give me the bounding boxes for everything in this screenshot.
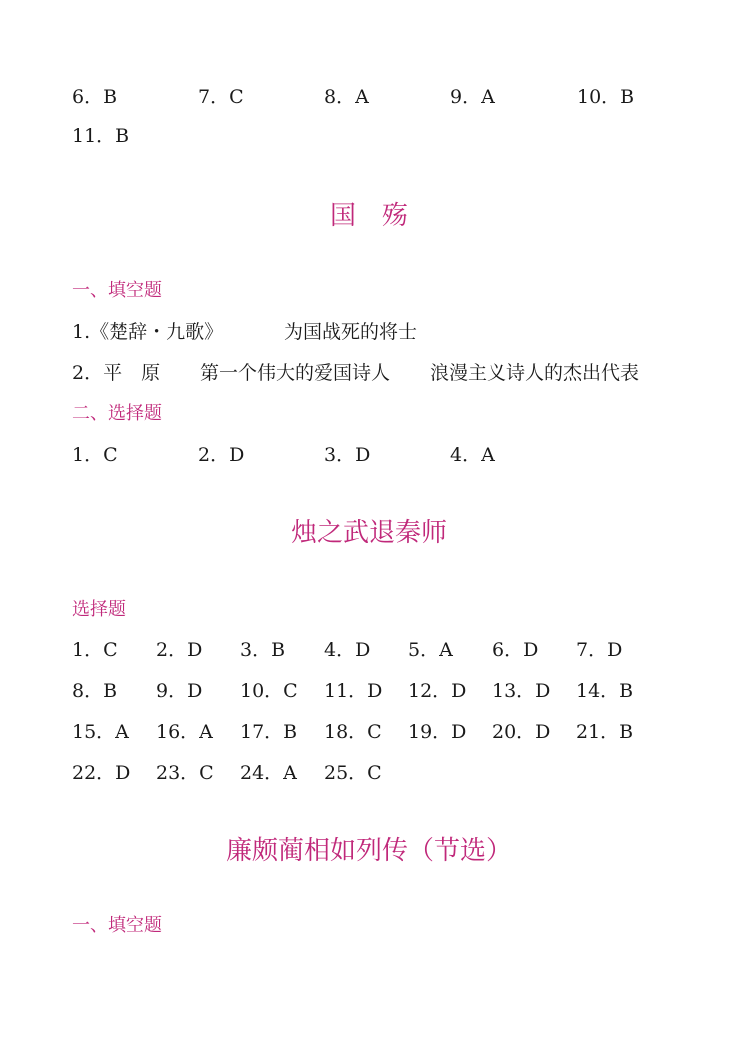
answer-item: 24．A bbox=[240, 762, 297, 784]
fill-heading: 一、填空题 bbox=[72, 915, 162, 936]
fill-heading: 一、填空题 bbox=[72, 280, 162, 301]
answer-item: 3．D bbox=[324, 444, 371, 466]
answer-item: 4．A bbox=[450, 444, 495, 466]
answer-item: 13．D bbox=[492, 680, 551, 702]
answer-item: 7．D bbox=[576, 639, 623, 661]
fill-answer: 1.《楚辞・九歌》 bbox=[72, 321, 224, 343]
answer-item: 14．B bbox=[576, 680, 634, 702]
answer-item: 7．C bbox=[198, 86, 244, 108]
answer-item: 18．C bbox=[324, 721, 382, 743]
fill-answer: 第一个伟大的爱国诗人 bbox=[200, 362, 391, 384]
section-title-lianpo: 廉颇蔺相如列传（节选） bbox=[225, 836, 512, 866]
answer-item: 9．A bbox=[450, 86, 495, 108]
answer-item: 2．D bbox=[156, 639, 203, 661]
answer-item: 2．D bbox=[198, 444, 245, 466]
answer-item: 6．B bbox=[72, 86, 118, 108]
choice-heading: 二、选择题 bbox=[72, 403, 162, 424]
answer-item: 5．A bbox=[408, 639, 453, 661]
answer-item: 25．C bbox=[324, 762, 382, 784]
answer-item: 9．D bbox=[156, 680, 203, 702]
section-title-guoshang: 国 殇 bbox=[329, 201, 408, 231]
answer-item: 11．B bbox=[72, 125, 130, 147]
answer-item: 11．D bbox=[324, 680, 383, 702]
answer-item: 19．D bbox=[408, 721, 467, 743]
answer-item: 1．C bbox=[72, 444, 118, 466]
fill-answer: 2．平 原 bbox=[72, 362, 161, 384]
answer-item: 10．C bbox=[240, 680, 298, 702]
answer-item: 15．A bbox=[72, 721, 129, 743]
answer-item: 3．B bbox=[240, 639, 286, 661]
answer-item: 17．B bbox=[240, 721, 298, 743]
answer-item: 6．D bbox=[492, 639, 539, 661]
answer-item: 23．C bbox=[156, 762, 214, 784]
answer-item: 12．D bbox=[408, 680, 467, 702]
answer-item: 8．B bbox=[72, 680, 118, 702]
choice-heading: 选择题 bbox=[72, 599, 126, 620]
answer-item: 22．D bbox=[72, 762, 131, 784]
section-title-zhuzhiwu: 烛之武退秦师 bbox=[290, 518, 447, 548]
fill-answer: 浪漫主义诗人的杰出代表 bbox=[430, 362, 640, 384]
fill-answer: 为国战死的将士 bbox=[284, 321, 418, 343]
answer-item: 8．A bbox=[324, 86, 369, 108]
answer-item: 20．D bbox=[492, 721, 551, 743]
answer-item: 16．A bbox=[156, 721, 213, 743]
answer-item: 10．B bbox=[577, 86, 635, 108]
answer-item: 1．C bbox=[72, 639, 118, 661]
answer-item: 4．D bbox=[324, 639, 371, 661]
answer-item: 21．B bbox=[576, 721, 634, 743]
